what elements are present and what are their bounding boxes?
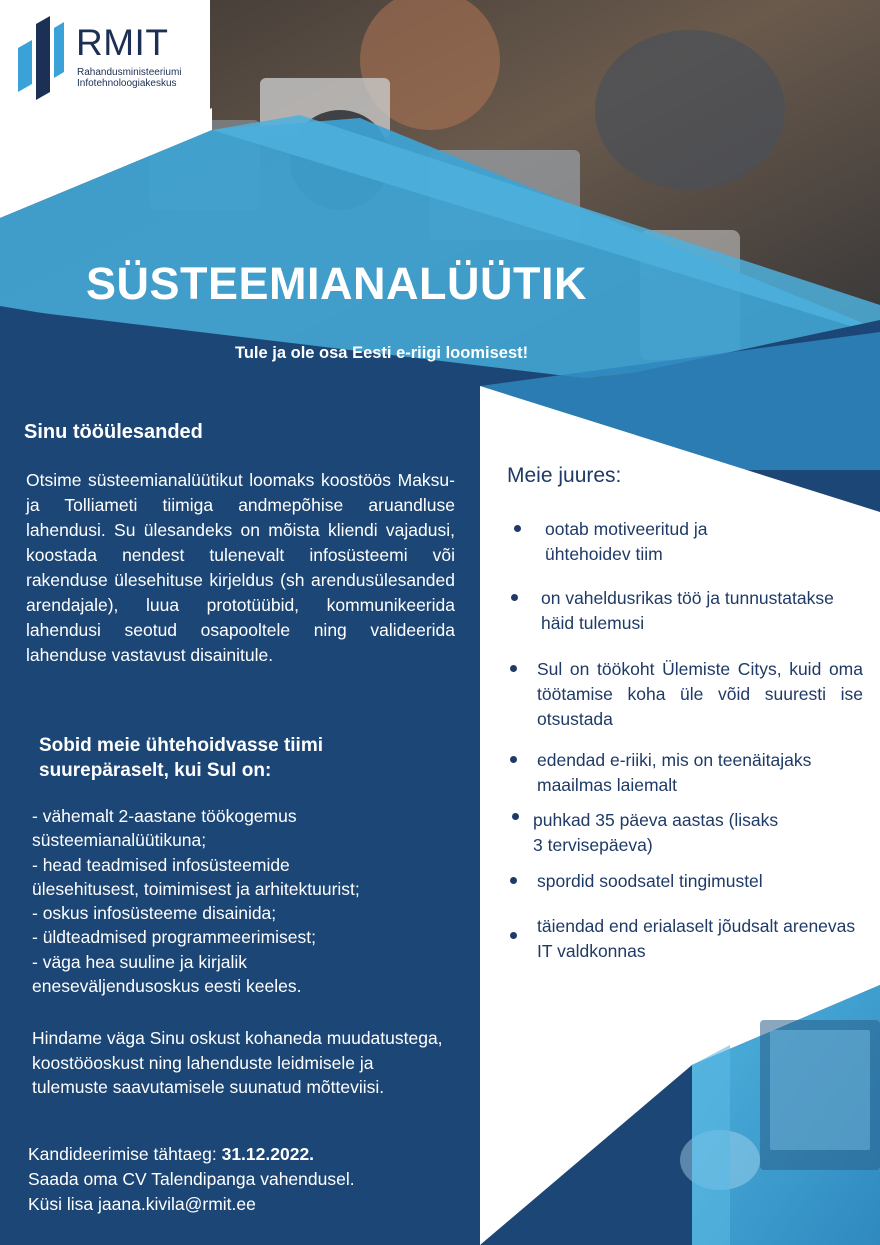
requirements-list <box>32 804 472 998</box>
requirement-line: - oskus infosüsteeme disainida; <box>32 903 277 924</box>
rmit-logo-icon <box>14 14 70 104</box>
requirement-line: - vähemalt 2-aastane töökogemus <box>32 806 297 826</box>
values-paragraph: Hindame väga Sinu oskust kohaneda muudatustega, koostööoskust ning lahenduste leidmisele ja tulemuste saavutamisele suunatud mõtteviisi. <box>32 1028 443 1097</box>
deadline-date: 31.12.2022. <box>221 1144 315 1164</box>
job-tagline: Tule ja ole osa Eesti e-riigi loomisest! <box>235 344 529 362</box>
bullet-icon <box>510 877 517 884</box>
benefit-item: on vaheldusrikas töö ja tunnustatakse häid tulemusi <box>541 588 834 633</box>
bullet-icon <box>511 594 518 601</box>
requirement-line: ülesehitusest, toimimisest ja arhitektuurist; <box>32 878 360 899</box>
requirement-line: - head teadmised infosüsteemide <box>32 854 290 875</box>
deadline-line: Kandideerimise tähtaeg: 31.12.2022. <box>28 1144 315 1164</box>
benefit-item: täiendad end erialaselt jõudsalt arenevas IT valdkonnas <box>537 916 856 961</box>
bullet-icon <box>510 756 517 763</box>
bullet-icon <box>510 932 517 939</box>
requirement-line: - üldteadmised programmeerimisest; <box>32 927 316 948</box>
tasks-heading: Sinu tööülesanded <box>24 421 203 443</box>
benefit-item: edendad e-riiki, mis on teenäitajaks maailmas laiemalt <box>537 750 812 795</box>
contact-email-line: Küsi lisa jaana.kivila@rmit.ee <box>28 1194 256 1214</box>
bullet-icon <box>512 813 519 820</box>
requirement-line: süsteemianalüütikuna; <box>32 830 207 851</box>
contact-info <box>28 1142 478 1217</box>
job-title: SÜSTEEMIANALÜÜTIK <box>86 258 587 309</box>
requirement-line: eneseväljendusoskus eesti keeles. <box>32 976 302 997</box>
benefit-item: Sul on töökoht Ülemiste Citys, kuid oma töötamise koha üle võid suuresti ise otsustada <box>537 659 863 729</box>
tasks-description: Otsime süsteemianalüütikut loomaks koostöös Maksu- ja Tolliameti tiimiga andmepõhise aruandluse lahendusi. Su ülesandeks on mõista kliendi vajadusi, koostada nendest tulenevalt infosüsteemi või rakenduse ülesehituse kirjeldus (sh arendusülesanded arendajale), luua prototüübid, kommunikeerida lahendusi seotud osapooltele ning valideerida lahenduse vastavust disainitule. <box>26 470 455 665</box>
requirement-line: - väga hea suuline ja kirjalik <box>32 951 247 972</box>
benefit-item: ootab motiveeritud ja ühtehoidev tiim <box>545 519 708 564</box>
benefits-heading: Meie juures: <box>507 464 622 487</box>
logo-subtitle: Rahandusministeeriumi Infotehnoloogiakeskus <box>77 67 182 89</box>
cv-instruction: Saada oma CV Talendipanga vahendusel. <box>28 1169 355 1189</box>
bullet-icon <box>510 665 517 672</box>
benefit-item: spordid soodsatel tingimustel <box>537 871 763 891</box>
benefit-item: puhkad 35 päeva aastas (lisaks 3 tervisepäeva) <box>533 810 779 855</box>
logo-wordmark: RMIT <box>76 22 169 63</box>
bullet-icon <box>514 525 521 532</box>
requirements-heading: Sobid meie ühtehoidvasse tiimi suurepäraselt, kui Sul on: <box>39 735 324 781</box>
rmit-logo <box>0 0 210 132</box>
